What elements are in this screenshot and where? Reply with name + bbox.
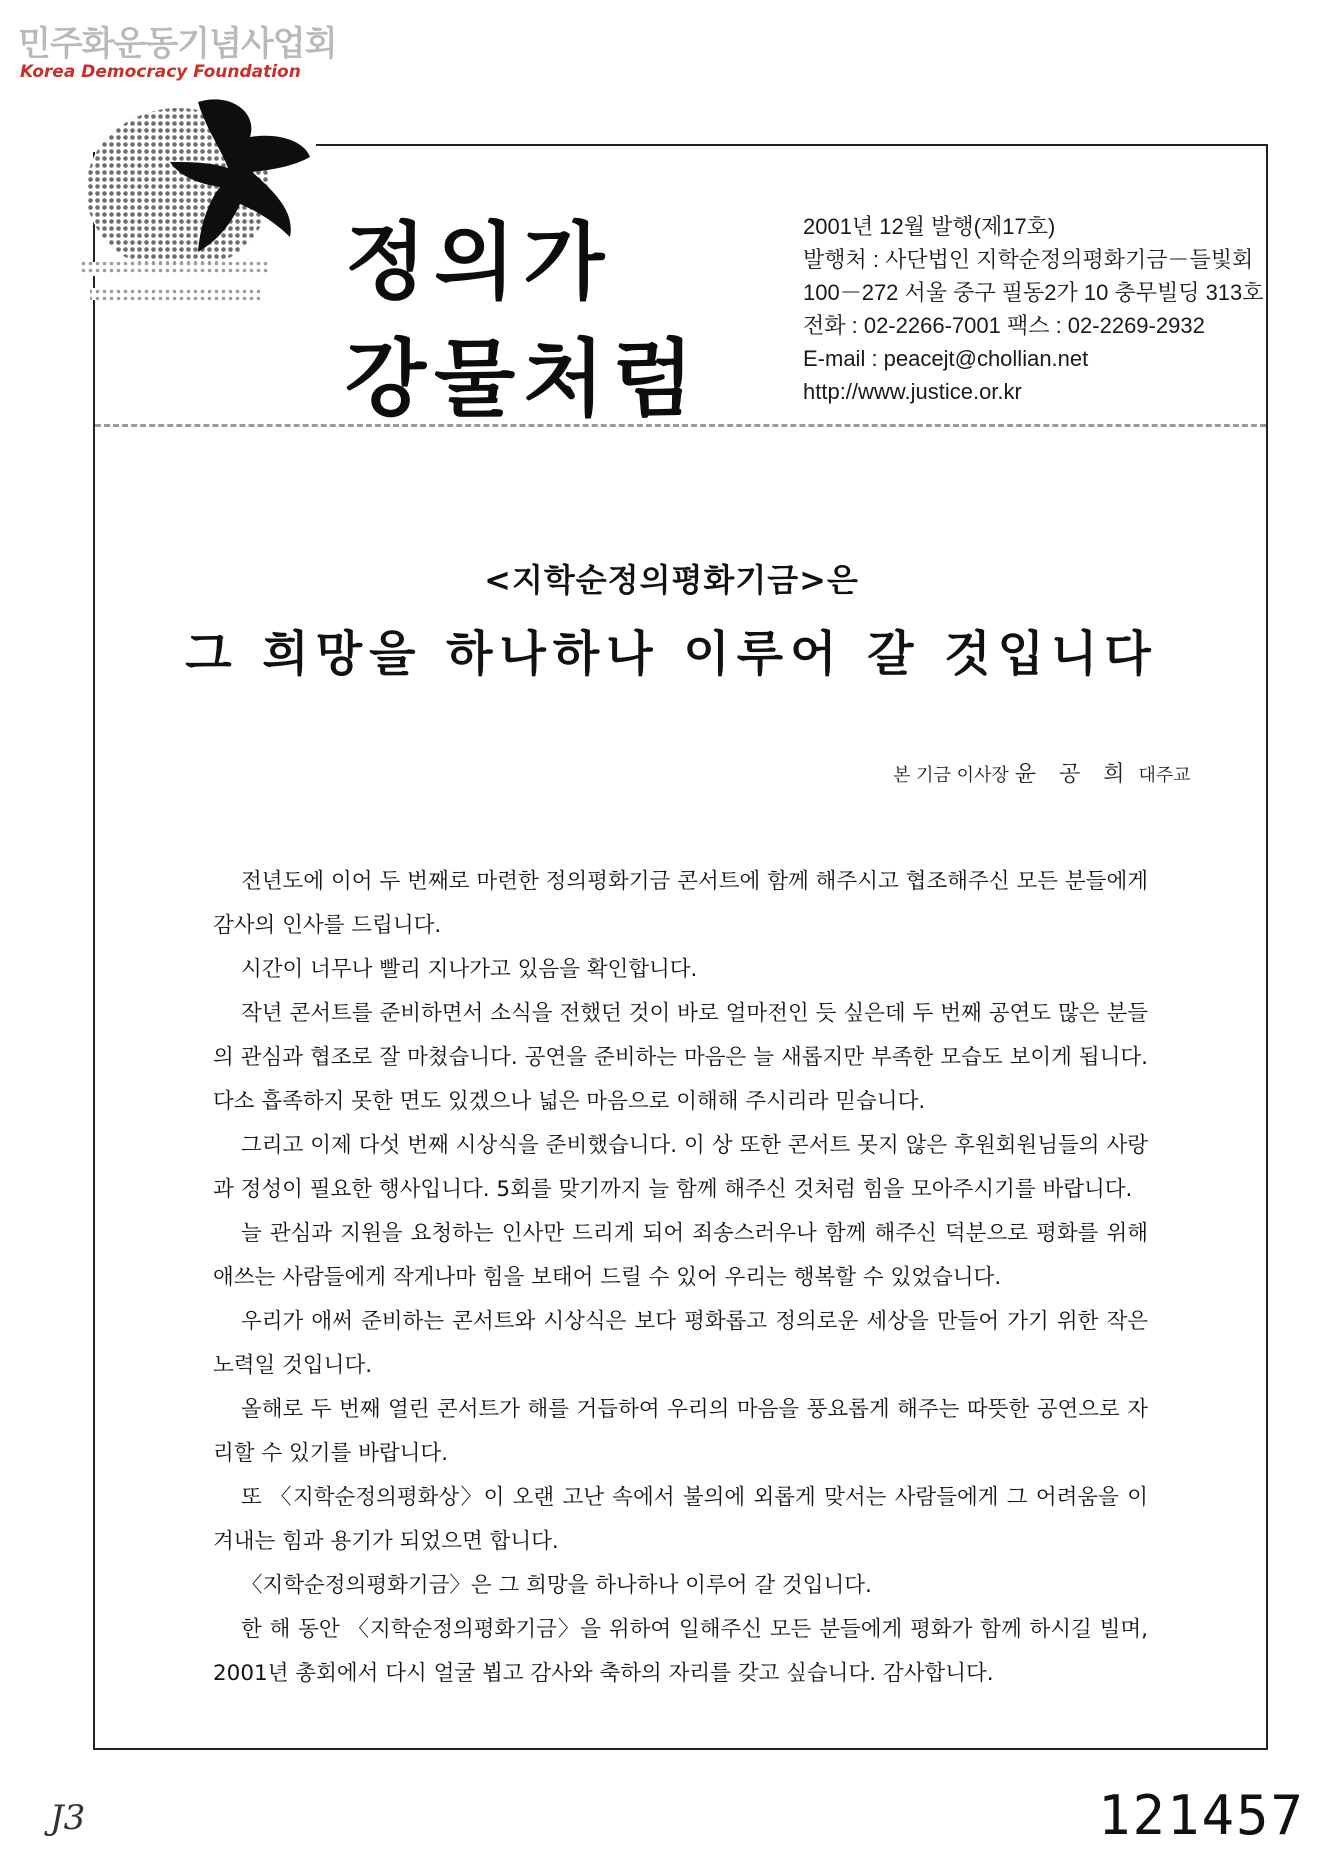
handwritten-archive-number: 121457 bbox=[1098, 1784, 1306, 1847]
body-paragraph: 한 해 동안 〈지학순정의평화기금〉을 위하여 일해주신 모든 분들에게 평화가 함께 하시길 빌며, 2001년 총회에서 다시 얼굴 뵙고 감사와 축하의 자리를 갖고 싶습니다. 감사합니다. bbox=[213, 1617, 1148, 1686]
body-paragraph: 우리가 애써 준비하는 콘서트와 시상식은 보다 평화롭고 정의로운 세상을 만들어 가기 위한 작은 노력일 것입니다. bbox=[213, 1309, 1148, 1378]
pub-info-line: 2001년 12월 발행(제17호) bbox=[803, 214, 1056, 239]
body-paragraph: 올해로 두 번째 열린 콘서트가 해를 거듭하여 우리의 마음을 풍요롭게 해주는 따뜻한 공연으로 자리할 수 있기를 바랍니다. bbox=[213, 1397, 1148, 1466]
article-body bbox=[213, 860, 1148, 1696]
article-headline: 그 희망을 하나하나 이루어 갈 것입니다 bbox=[185, 626, 1158, 682]
pub-info-line: 전화 : 02-2266-7001 팩스 : 02-2269-2932 bbox=[803, 313, 1205, 338]
publication-info bbox=[803, 210, 1264, 408]
handwritten-mark-left: J3 bbox=[50, 1798, 86, 1838]
body-paragraph: 늘 관심과 지원을 요청하는 인사만 드리게 되어 죄송스러우나 함께 해주신 덕분으로 평화를 위해 애쓰는 사람들에게 작게나마 힘을 보태어 드릴 수 있어 우리는 행복할 수 있었습니다. bbox=[213, 1221, 1148, 1290]
body-paragraph: 그리고 이제 다섯 번째 시상식을 준비했습니다. 이 상 또한 콘서트 못지 않은 후원회원님들의 사랑과 정성이 필요한 행사입니다. 5회를 맞기까지 늘 함께 해주신 것처럼 힘을 모아주시기를 바랍니다. bbox=[213, 1133, 1148, 1202]
archive-watermark-english: Korea Democracy Foundation bbox=[20, 62, 301, 82]
author-byline bbox=[893, 757, 1191, 788]
archive-watermark-korean: 민주화운동기념사업회 bbox=[18, 24, 337, 64]
pub-info-line: 발행처 : 사단법인 지학순정의평화기금－들빛회 bbox=[803, 247, 1254, 272]
pub-info-line: 100－272 서울 중구 필동2가 10 충무빌딩 313호 bbox=[803, 280, 1264, 305]
author-title: 대주교 bbox=[1138, 765, 1191, 786]
author-prefix: 본 기금 이사장 bbox=[893, 765, 1009, 786]
body-paragraph: 〈지학순정의평화기금〉은 그 희망을 하나하나 이루어 갈 것입니다. bbox=[241, 1573, 872, 1598]
body-paragraph: 시간이 너무나 빨리 지나가고 있음을 확인합니다. bbox=[241, 957, 698, 982]
masthead-title-line1: 정의가 bbox=[345, 213, 613, 311]
body-paragraph: 전년도에 이어 두 번째로 마련한 정의평화기금 콘서트에 함께 해주시고 협조해주신 모든 분들에게 감사의 인사를 드립니다. bbox=[213, 869, 1148, 938]
body-paragraph: 또 〈지학순정의평화상〉이 오랜 고난 속에서 불의에 외롭게 맞서는 사람들에게 그 어려움을 이겨내는 힘과 용기가 되었으면 합니다. bbox=[213, 1485, 1148, 1554]
pub-info-line: http://www.justice.or.kr bbox=[803, 379, 1022, 404]
masthead-title-line2: 강물처럼 bbox=[345, 330, 702, 428]
author-name: 윤 공 희 bbox=[1014, 762, 1133, 787]
article-subtitle: <지학순정의평화기금>은 bbox=[484, 561, 859, 599]
halftone-dove-logo-icon bbox=[80, 92, 320, 322]
pub-info-line: E-mail : peacejt@chollian.net bbox=[803, 346, 1089, 371]
body-paragraph: 작년 콘서트를 준비하면서 소식을 전했던 것이 바로 얼마전인 듯 싶은데 두 번째 공연도 많은 분들의 관심과 협조로 잘 마쳤습니다. 공연을 준비하는 마음은 늘 새롭지만 부족한 모습도 보이게 됩니다. 다소 흡족하지 못한 면도 있겠으나 넓은 마음으로 이해해 주시리라 믿습니다. bbox=[213, 1001, 1148, 1114]
